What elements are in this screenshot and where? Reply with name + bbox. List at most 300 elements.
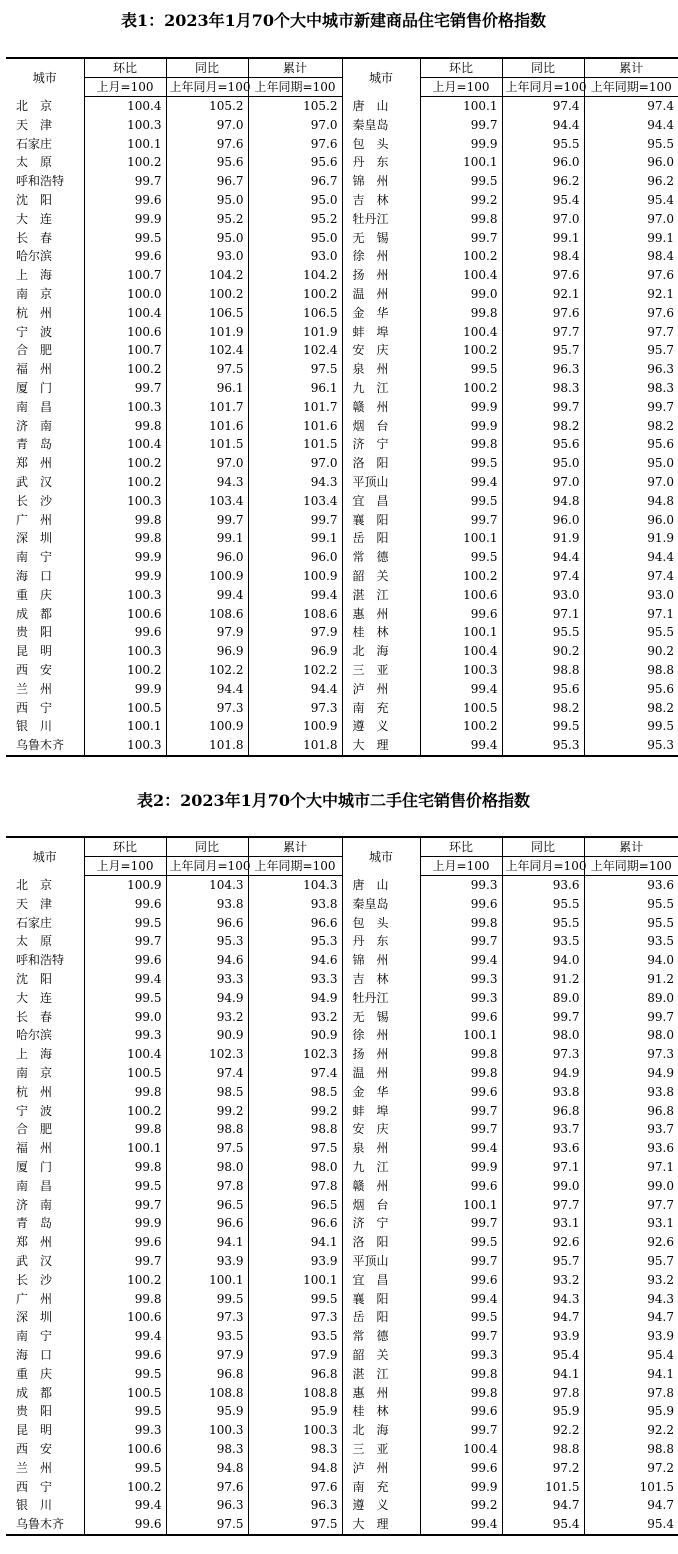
cum-value-cell: 100.2 bbox=[248, 285, 342, 304]
city-name-cell: 福 州 bbox=[16, 1141, 53, 1156]
table-row bbox=[6, 1421, 678, 1440]
yoy-value-cell: 97.0 bbox=[166, 454, 248, 473]
cum-value-cell: 93.6 bbox=[584, 1139, 678, 1158]
mom-value-cell: 99.7 bbox=[420, 1421, 502, 1440]
table-row bbox=[6, 642, 678, 661]
cum-value-cell: 95.4 bbox=[584, 1515, 678, 1535]
table-row bbox=[6, 1308, 678, 1327]
table-row bbox=[6, 1008, 678, 1027]
mom-value-cell: 99.6 bbox=[84, 623, 166, 642]
city-name-cell: 岳 阳 bbox=[342, 529, 420, 548]
cum-value-cell: 93.7 bbox=[584, 1120, 678, 1139]
yoy-value-cell: 99.7 bbox=[502, 1008, 584, 1027]
city-name-cell: 西 安 bbox=[16, 662, 53, 677]
cum-value-cell: 99.4 bbox=[248, 586, 342, 605]
mom-value-cell: 100.6 bbox=[84, 323, 166, 342]
cum-value-cell: 97.8 bbox=[248, 1177, 342, 1196]
yoy-value-cell: 97.0 bbox=[166, 116, 248, 135]
city-name-cell: 无 锡 bbox=[342, 1008, 420, 1027]
mom-value-cell: 99.4 bbox=[420, 680, 502, 699]
yoy-value-cell: 101.9 bbox=[166, 323, 248, 342]
yoy-base-header: 上年同月=100 bbox=[166, 78, 248, 97]
cum-value-cell: 97.5 bbox=[248, 1139, 342, 1158]
city-name-cell: 银 川 bbox=[16, 719, 53, 734]
cum-value-cell: 93.5 bbox=[248, 1327, 342, 1346]
mom-value-cell: 100.2 bbox=[420, 717, 502, 736]
table-row bbox=[6, 360, 678, 379]
cum-value-cell: 98.0 bbox=[248, 1158, 342, 1177]
cum-value-cell: 94.9 bbox=[248, 989, 342, 1008]
city-name-cell: 青 岛 bbox=[16, 437, 53, 452]
city-name-cell: 厦 门 bbox=[16, 1159, 53, 1174]
mom-value-cell: 99.9 bbox=[84, 548, 166, 567]
yoy-value-cell: 97.1 bbox=[502, 1158, 584, 1177]
mom-value-cell: 99.0 bbox=[420, 285, 502, 304]
mom-value-cell: 99.5 bbox=[84, 1177, 166, 1196]
city-name-cell: 济 南 bbox=[16, 1197, 53, 1212]
cum-value-cell: 97.9 bbox=[248, 1346, 342, 1365]
city-name-cell: 平顶山 bbox=[342, 1252, 420, 1271]
mom-value-cell: 99.7 bbox=[84, 1196, 166, 1215]
yoy-value-cell: 94.9 bbox=[502, 1064, 584, 1083]
cum-value-cell: 98.0 bbox=[584, 1026, 678, 1045]
mom-value-cell: 99.8 bbox=[84, 1290, 166, 1309]
mom-value-cell: 99.2 bbox=[420, 1496, 502, 1515]
cum-base-header: 上年同期=100 bbox=[584, 78, 678, 97]
mom-value-cell: 99.5 bbox=[420, 1233, 502, 1252]
cum-value-cell: 103.4 bbox=[248, 492, 342, 511]
mom-value-cell: 100.2 bbox=[420, 379, 502, 398]
mom-value-cell: 100.6 bbox=[84, 1308, 166, 1327]
yoy-value-cell: 100.2 bbox=[166, 285, 248, 304]
mom-value-cell: 99.9 bbox=[420, 1478, 502, 1497]
yoy-value-cell: 94.0 bbox=[502, 951, 584, 970]
city-name-cell: 西 宁 bbox=[16, 1479, 53, 1494]
yoy-value-cell: 98.0 bbox=[166, 1158, 248, 1177]
cum-value-cell: 99.5 bbox=[248, 1290, 342, 1309]
mom-base-header: 上月=100 bbox=[420, 78, 502, 97]
cum-value-cell: 95.4 bbox=[584, 1346, 678, 1365]
cum-value-cell: 95.5 bbox=[584, 895, 678, 914]
yoy-value-cell: 91.9 bbox=[502, 529, 584, 548]
table-row bbox=[6, 605, 678, 624]
table-row bbox=[6, 567, 678, 586]
city-name-cell: 九 江 bbox=[342, 379, 420, 398]
mom-value-cell: 100.4 bbox=[420, 642, 502, 661]
yoy-value-cell: 97.2 bbox=[502, 1459, 584, 1478]
yoy-value-cell: 93.0 bbox=[502, 586, 584, 605]
cum-value-cell: 98.3 bbox=[584, 379, 678, 398]
mom-value-cell: 100.5 bbox=[84, 1064, 166, 1083]
yoy-value-cell: 95.4 bbox=[502, 1346, 584, 1365]
cum-value-cell: 97.6 bbox=[248, 135, 342, 154]
yoy-value-cell: 97.5 bbox=[166, 1515, 248, 1535]
yoy-value-cell: 92.6 bbox=[502, 1233, 584, 1252]
city-name-cell: 韶 关 bbox=[342, 567, 420, 586]
yoy-value-cell: 94.1 bbox=[502, 1365, 584, 1384]
mom-value-cell: 99.9 bbox=[84, 680, 166, 699]
cum-value-cell: 94.3 bbox=[248, 473, 342, 492]
city-name-cell: 上 海 bbox=[16, 1047, 53, 1062]
cum-base-header: 上年同期=100 bbox=[248, 78, 342, 97]
yoy-value-cell: 97.4 bbox=[166, 1064, 248, 1083]
cum-value-cell: 96.0 bbox=[584, 153, 678, 172]
mom-value-cell: 99.5 bbox=[84, 989, 166, 1008]
yoy-value-cell: 90.2 bbox=[502, 642, 584, 661]
city-name-cell: 泉 州 bbox=[342, 360, 420, 379]
city-name-cell: 天 津 bbox=[16, 117, 53, 132]
cum-value-cell: 96.5 bbox=[248, 1196, 342, 1215]
city-name-cell: 泸 州 bbox=[342, 1459, 420, 1478]
yoy-value-cell: 101.8 bbox=[166, 736, 248, 756]
mom-value-cell: 100.1 bbox=[420, 1026, 502, 1045]
yoy-value-cell: 98.2 bbox=[502, 699, 584, 718]
mom-value-cell: 99.5 bbox=[84, 1459, 166, 1478]
table-row bbox=[6, 623, 678, 642]
cum-value-cell: 95.0 bbox=[248, 229, 342, 248]
cum-value-cell: 99.7 bbox=[584, 1008, 678, 1027]
yoy-value-cell: 99.4 bbox=[166, 586, 248, 605]
yoy-value-cell: 96.5 bbox=[166, 1196, 248, 1215]
cum-value-cell: 93.2 bbox=[248, 1008, 342, 1027]
mom-value-cell: 100.6 bbox=[420, 586, 502, 605]
mom-value-cell: 99.8 bbox=[84, 1158, 166, 1177]
city-name-cell: 徐 州 bbox=[342, 1026, 420, 1045]
cum-value-cell: 95.3 bbox=[584, 736, 678, 756]
mom-value-cell: 99.6 bbox=[420, 895, 502, 914]
cum-value-cell: 96.0 bbox=[248, 548, 342, 567]
cum-value-cell: 101.5 bbox=[584, 1478, 678, 1497]
mom-value-cell: 99.6 bbox=[420, 1083, 502, 1102]
table-row bbox=[6, 379, 678, 398]
mom-value-cell: 100.7 bbox=[84, 266, 166, 285]
yoy-value-cell: 96.0 bbox=[502, 153, 584, 172]
cum-value-cell: 99.7 bbox=[584, 398, 678, 417]
city-name-cell: 济 宁 bbox=[342, 1214, 420, 1233]
city-name-cell: 福 州 bbox=[16, 362, 53, 377]
city-name-cell: 牡丹江 bbox=[342, 210, 420, 229]
mom-value-cell: 99.7 bbox=[420, 116, 502, 135]
mom-value-cell: 99.8 bbox=[84, 511, 166, 530]
mom-value-cell: 99.7 bbox=[420, 1327, 502, 1346]
table-row bbox=[6, 736, 678, 756]
city-name-cell: 宜 昌 bbox=[342, 492, 420, 511]
cum-value-cell: 97.7 bbox=[584, 323, 678, 342]
mom-value-cell: 99.4 bbox=[420, 473, 502, 492]
yoy-value-cell: 93.1 bbox=[502, 1214, 584, 1233]
mom-value-cell: 99.7 bbox=[420, 511, 502, 530]
yoy-value-cell: 108.6 bbox=[166, 605, 248, 624]
city-name-cell: 合 肥 bbox=[16, 1122, 53, 1137]
table-row bbox=[6, 1083, 678, 1102]
cum-value-cell: 97.4 bbox=[248, 1064, 342, 1083]
city-name-cell: 温 州 bbox=[342, 1064, 420, 1083]
city-name-cell: 金 华 bbox=[342, 304, 420, 323]
yoy-value-cell: 101.5 bbox=[502, 1478, 584, 1497]
yoy-header: 同比 bbox=[502, 58, 584, 78]
cum-value-cell: 95.5 bbox=[584, 914, 678, 933]
cum-value-cell: 95.3 bbox=[248, 932, 342, 951]
table-row bbox=[6, 1346, 678, 1365]
cum-value-cell: 102.4 bbox=[248, 341, 342, 360]
city-name-cell: 遵 义 bbox=[342, 1496, 420, 1515]
city-name-cell: 银 川 bbox=[16, 1498, 53, 1513]
yoy-value-cell: 104.3 bbox=[166, 876, 248, 895]
cum-value-cell: 93.0 bbox=[584, 586, 678, 605]
mom-value-cell: 99.8 bbox=[84, 1083, 166, 1102]
mom-value-cell: 99.6 bbox=[84, 1346, 166, 1365]
table-row bbox=[6, 97, 678, 116]
table-row bbox=[6, 398, 678, 417]
yoy-header: 同比 bbox=[502, 837, 584, 857]
mom-value-cell: 100.6 bbox=[84, 1440, 166, 1459]
cum-value-cell: 97.4 bbox=[584, 567, 678, 586]
mom-value-cell: 99.8 bbox=[420, 435, 502, 454]
yoy-value-cell: 97.6 bbox=[166, 135, 248, 154]
city-name-cell: 丹 东 bbox=[342, 932, 420, 951]
mom-value-cell: 99.7 bbox=[420, 1252, 502, 1271]
yoy-value-cell: 97.5 bbox=[166, 1139, 248, 1158]
mom-value-cell: 99.4 bbox=[420, 1139, 502, 1158]
cum-value-cell: 99.2 bbox=[248, 1102, 342, 1121]
yoy-value-cell: 95.5 bbox=[502, 135, 584, 154]
yoy-value-cell: 97.8 bbox=[166, 1177, 248, 1196]
cum-value-cell: 96.2 bbox=[584, 172, 678, 191]
yoy-value-cell: 96.1 bbox=[166, 379, 248, 398]
yoy-value-cell: 100.9 bbox=[166, 717, 248, 736]
yoy-value-cell: 95.5 bbox=[502, 623, 584, 642]
yoy-value-cell: 95.5 bbox=[502, 895, 584, 914]
cum-value-cell: 101.5 bbox=[248, 435, 342, 454]
city-header: 城市 bbox=[32, 70, 57, 85]
cum-base-header: 上年同期=100 bbox=[248, 857, 342, 876]
table-row bbox=[6, 210, 678, 229]
mom-value-cell: 100.3 bbox=[84, 398, 166, 417]
yoy-value-cell: 97.0 bbox=[502, 473, 584, 492]
city-header: 城市 bbox=[342, 58, 420, 97]
cum-value-cell: 94.9 bbox=[584, 1064, 678, 1083]
cum-value-cell: 97.1 bbox=[584, 605, 678, 624]
cum-header: 累计 bbox=[584, 837, 678, 857]
cum-value-cell: 97.6 bbox=[584, 266, 678, 285]
city-name-cell: 扬 州 bbox=[342, 266, 420, 285]
mom-value-cell: 100.4 bbox=[420, 1440, 502, 1459]
yoy-value-cell: 106.5 bbox=[166, 304, 248, 323]
city-name-cell: 宜 昌 bbox=[342, 1271, 420, 1290]
mom-value-cell: 99.8 bbox=[84, 529, 166, 548]
yoy-value-cell: 95.4 bbox=[502, 191, 584, 210]
cum-value-cell: 93.9 bbox=[584, 1327, 678, 1346]
yoy-value-cell: 96.8 bbox=[502, 1102, 584, 1121]
city-name-cell: 深 圳 bbox=[16, 531, 53, 546]
city-name-cell: 秦皇岛 bbox=[342, 895, 420, 914]
cum-value-cell: 101.6 bbox=[248, 417, 342, 436]
city-name-cell: 大 连 bbox=[16, 990, 53, 1005]
yoy-value-cell: 93.5 bbox=[502, 932, 584, 951]
yoy-value-cell: 96.8 bbox=[166, 1365, 248, 1384]
table-row bbox=[6, 1120, 678, 1139]
city-name-cell: 韶 关 bbox=[342, 1346, 420, 1365]
table-row bbox=[6, 661, 678, 680]
city-name-cell: 海 口 bbox=[16, 1347, 53, 1362]
mom-value-cell: 100.3 bbox=[84, 586, 166, 605]
cum-value-cell: 102.3 bbox=[248, 1045, 342, 1064]
city-name-cell: 成 都 bbox=[16, 1385, 53, 1400]
table-row bbox=[6, 1365, 678, 1384]
yoy-value-cell: 95.7 bbox=[502, 1252, 584, 1271]
cum-header: 累计 bbox=[584, 58, 678, 78]
table-row bbox=[6, 1177, 678, 1196]
yoy-value-cell: 94.7 bbox=[502, 1308, 584, 1327]
mom-value-cell: 99.8 bbox=[420, 1045, 502, 1064]
city-name-cell: 牡丹江 bbox=[342, 989, 420, 1008]
cum-value-cell: 95.5 bbox=[584, 623, 678, 642]
cum-value-cell: 102.2 bbox=[248, 661, 342, 680]
yoy-header: 同比 bbox=[166, 58, 248, 78]
cum-value-cell: 93.8 bbox=[248, 895, 342, 914]
yoy-value-cell: 94.7 bbox=[502, 1496, 584, 1515]
yoy-value-cell: 99.1 bbox=[502, 229, 584, 248]
mom-value-cell: 99.9 bbox=[420, 1158, 502, 1177]
city-name-cell: 长 沙 bbox=[16, 493, 53, 508]
city-name-cell: 乌鲁木齐 bbox=[16, 1517, 65, 1532]
city-name-cell: 平顶山 bbox=[342, 473, 420, 492]
cum-value-cell: 95.0 bbox=[248, 191, 342, 210]
table-row bbox=[6, 914, 678, 933]
yoy-value-cell: 94.4 bbox=[502, 548, 584, 567]
yoy-value-cell: 95.3 bbox=[166, 932, 248, 951]
cum-value-cell: 98.2 bbox=[584, 699, 678, 718]
cum-value-cell: 95.5 bbox=[584, 135, 678, 154]
cum-value-cell: 95.6 bbox=[584, 435, 678, 454]
cum-value-cell: 95.9 bbox=[248, 1402, 342, 1421]
mom-value-cell: 99.9 bbox=[420, 398, 502, 417]
table-row bbox=[6, 135, 678, 154]
yoy-value-cell: 98.4 bbox=[502, 247, 584, 266]
cum-value-cell: 94.7 bbox=[584, 1496, 678, 1515]
city-name-cell: 烟 台 bbox=[342, 1196, 420, 1215]
table-row bbox=[6, 1440, 678, 1459]
city-name-cell: 岳 阳 bbox=[342, 1308, 420, 1327]
cum-value-cell: 96.8 bbox=[584, 1102, 678, 1121]
mom-value-cell: 99.6 bbox=[84, 191, 166, 210]
city-name-cell: 哈尔滨 bbox=[16, 249, 53, 264]
cum-value-cell: 97.9 bbox=[248, 623, 342, 642]
city-name-cell: 北 海 bbox=[342, 642, 420, 661]
cum-value-cell: 94.1 bbox=[584, 1365, 678, 1384]
city-name-cell: 大 连 bbox=[16, 211, 53, 226]
yoy-value-cell: 100.1 bbox=[166, 1271, 248, 1290]
table-row bbox=[6, 153, 678, 172]
cum-value-cell: 108.6 bbox=[248, 605, 342, 624]
table-row bbox=[6, 1384, 678, 1403]
yoy-value-cell: 96.7 bbox=[166, 172, 248, 191]
city-name-cell: 郑 州 bbox=[16, 456, 53, 471]
mom-value-cell: 100.2 bbox=[84, 661, 166, 680]
cum-value-cell: 93.8 bbox=[584, 1083, 678, 1102]
yoy-value-cell: 93.7 bbox=[502, 1120, 584, 1139]
yoy-value-cell: 90.9 bbox=[166, 1026, 248, 1045]
table-row bbox=[6, 1290, 678, 1309]
yoy-value-cell: 93.5 bbox=[166, 1327, 248, 1346]
cum-value-cell: 95.2 bbox=[248, 210, 342, 229]
mom-value-cell: 99.6 bbox=[420, 1402, 502, 1421]
city-name-cell: 襄 阳 bbox=[342, 1290, 420, 1309]
city-name-cell: 湛 江 bbox=[342, 586, 420, 605]
table1-title: 表1：2023年1月70个大中城市新建商品住宅销售价格指数 bbox=[120, 11, 547, 30]
mom-value-cell: 99.8 bbox=[420, 1064, 502, 1083]
mom-value-cell: 100.4 bbox=[84, 304, 166, 323]
yoy-value-cell: 93.0 bbox=[166, 247, 248, 266]
yoy-value-cell: 97.3 bbox=[166, 1308, 248, 1327]
city-name-cell: 广 州 bbox=[16, 512, 53, 527]
yoy-value-cell: 98.2 bbox=[502, 417, 584, 436]
mom-value-cell: 99.8 bbox=[420, 914, 502, 933]
mom-value-cell: 100.2 bbox=[420, 247, 502, 266]
yoy-value-cell: 97.6 bbox=[502, 304, 584, 323]
cum-value-cell: 99.5 bbox=[584, 717, 678, 736]
cum-value-cell: 93.6 bbox=[584, 876, 678, 895]
yoy-value-cell: 97.9 bbox=[166, 623, 248, 642]
mom-header: 环比 bbox=[84, 837, 166, 857]
city-name-cell: 扬 州 bbox=[342, 1045, 420, 1064]
cum-value-cell: 98.8 bbox=[584, 661, 678, 680]
city-name-cell: 桂 林 bbox=[342, 623, 420, 642]
table-row bbox=[6, 191, 678, 210]
cum-value-cell: 94.8 bbox=[248, 1459, 342, 1478]
city-name-cell: 西 安 bbox=[16, 1441, 53, 1456]
yoy-value-cell: 96.0 bbox=[166, 548, 248, 567]
mom-value-cell: 99.4 bbox=[84, 970, 166, 989]
yoy-value-cell: 93.6 bbox=[502, 876, 584, 895]
city-name-cell: 南 充 bbox=[342, 1478, 420, 1497]
city-name-cell: 吉 林 bbox=[342, 191, 420, 210]
table-row bbox=[6, 586, 678, 605]
cum-value-cell: 91.2 bbox=[584, 970, 678, 989]
mom-value-cell: 100.1 bbox=[420, 529, 502, 548]
city-name-cell: 包 头 bbox=[342, 914, 420, 933]
mom-value-cell: 99.9 bbox=[84, 1214, 166, 1233]
cum-value-cell: 96.3 bbox=[248, 1496, 342, 1515]
yoy-value-cell: 100.3 bbox=[166, 1421, 248, 1440]
mom-value-cell: 99.5 bbox=[84, 1402, 166, 1421]
yoy-value-cell: 89.0 bbox=[502, 989, 584, 1008]
city-name-cell: 南 宁 bbox=[16, 550, 53, 565]
city-name-cell: 安 庆 bbox=[342, 1120, 420, 1139]
cum-value-cell: 94.8 bbox=[584, 492, 678, 511]
city-name-cell: 蚌 埠 bbox=[342, 323, 420, 342]
table-row bbox=[6, 1459, 678, 1478]
table-row bbox=[6, 895, 678, 914]
mom-value-cell: 99.7 bbox=[84, 1252, 166, 1271]
cum-value-cell: 95.6 bbox=[248, 153, 342, 172]
yoy-value-cell: 99.2 bbox=[166, 1102, 248, 1121]
cum-value-cell: 96.3 bbox=[584, 360, 678, 379]
table-row bbox=[6, 304, 678, 323]
cum-value-cell: 100.9 bbox=[248, 717, 342, 736]
table-row bbox=[6, 1139, 678, 1158]
cum-value-cell: 106.5 bbox=[248, 304, 342, 323]
mom-value-cell: 99.3 bbox=[84, 1026, 166, 1045]
mom-value-cell: 99.6 bbox=[420, 605, 502, 624]
mom-value-cell: 99.5 bbox=[84, 229, 166, 248]
city-name-cell: 泉 州 bbox=[342, 1139, 420, 1158]
cum-value-cell: 96.9 bbox=[248, 642, 342, 661]
city-name-cell: 三 亚 bbox=[342, 661, 420, 680]
yoy-value-cell: 102.2 bbox=[166, 661, 248, 680]
cum-value-cell: 94.4 bbox=[584, 548, 678, 567]
city-name-cell: 唐 山 bbox=[342, 876, 420, 895]
